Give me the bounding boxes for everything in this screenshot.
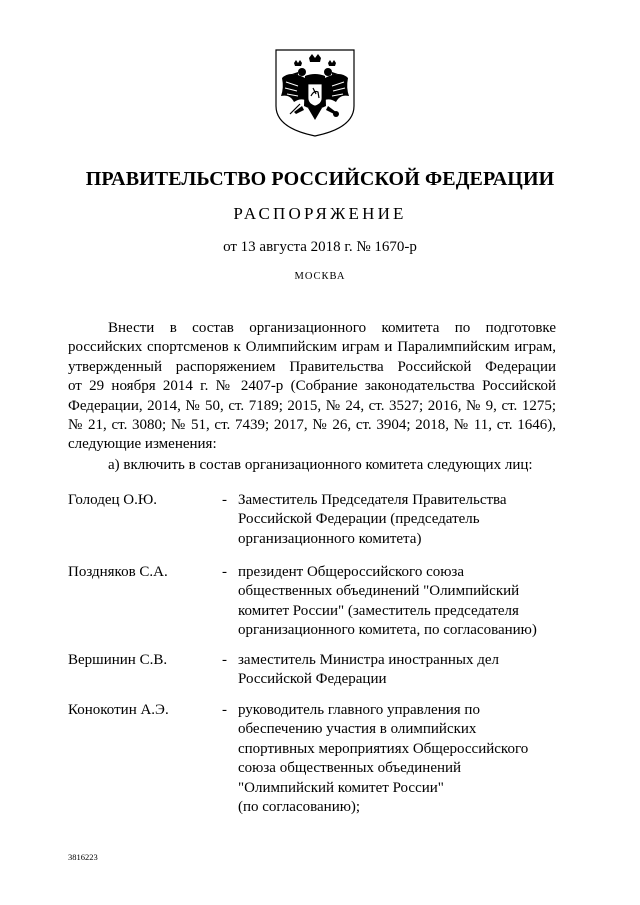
paragraph-line: российских спортсменов к Олимпийским играм и Паралимпийским играм, — [68, 339, 556, 356]
member-role-line: комитет России" (заместитель председателя — [238, 602, 519, 619]
member-name: Конокотин А.Э. — [68, 702, 169, 718]
paragraph-line: утвержденный распоряжением Правительства Российской Федерации — [68, 358, 556, 375]
government-title: ПРАВИТЕЛЬСТВО РОССИЙСКОЙ ФЕДЕРАЦИИ — [85, 168, 555, 190]
member-role-line: организационного комитета) — [238, 530, 422, 547]
paragraph-line: № 21, ст. 3080; № 51, ст. 7439; 2017, № 26, ст. 3904; 2018, № 11, ст. 1646), — [68, 417, 556, 434]
member-role-line: (по согласованию); — [238, 799, 361, 816]
member-name: Голодец О.Ю. — [68, 492, 158, 508]
member-role-line: общественных объединений "Олимпийский — [238, 583, 520, 600]
member-role-line: организационного комитета, по согласованию) — [238, 622, 537, 639]
member-role-line: Российской Федерации (председатель — [238, 511, 480, 528]
coat-of-arms-emblem-icon — [272, 48, 358, 138]
item-a-text: а) включить в состав организационного комитета следующих лиц: — [108, 457, 533, 473]
document-type: РАСПОРЯЖЕНИЕ — [233, 204, 407, 223]
paragraph-line: следующие изменения: — [68, 436, 217, 453]
member-role-line: Российской Федерации — [238, 671, 387, 688]
paragraph-line: от 29 ноября 2014 г. № 2407-р (Собрание законодательства Российской — [68, 378, 556, 395]
paragraph-line: Федерации, 2014, № 50, ст. 7189; 2015, № 24, ст. 3527; 2016, № 9, ст. 1275; — [68, 397, 556, 414]
document-date-number: от 13 августа 2018 г. № 1670-р — [223, 239, 417, 255]
member-role-line: "Олимпийский комитет России" — [238, 779, 444, 796]
member-name: Вершинин С.В. — [68, 652, 168, 668]
member-role — [238, 701, 558, 817]
member-role-line: союза общественных объединений — [238, 760, 462, 777]
main-paragraph — [68, 319, 556, 455]
document-city: МОСКВА — [294, 271, 346, 282]
member-dash: - — [222, 702, 227, 718]
member-role-line: обеспечению участия в олимпийских — [238, 721, 477, 738]
member-role-line: руководитель главного управления по — [238, 702, 480, 718]
member-role-line: спортивных мероприятиях Общероссийского — [238, 740, 529, 757]
member-role-line: президент Общероссийского союза — [238, 564, 465, 580]
member-role-line: заместитель Министра иностранных дел — [238, 652, 499, 668]
member-role-line: Заместитель Председателя Правительства — [238, 492, 507, 508]
member-role — [238, 651, 558, 690]
member-dash: - — [222, 652, 227, 668]
document-code: 3816223 — [68, 852, 98, 862]
member-name: Поздняков С.А. — [68, 564, 168, 580]
member-dash: - — [222, 564, 227, 580]
member-role — [238, 563, 558, 641]
member-role — [238, 491, 558, 549]
member-dash: - — [222, 492, 227, 508]
paragraph-line: Внести в состав организационного комитета по подготовке — [108, 320, 556, 336]
